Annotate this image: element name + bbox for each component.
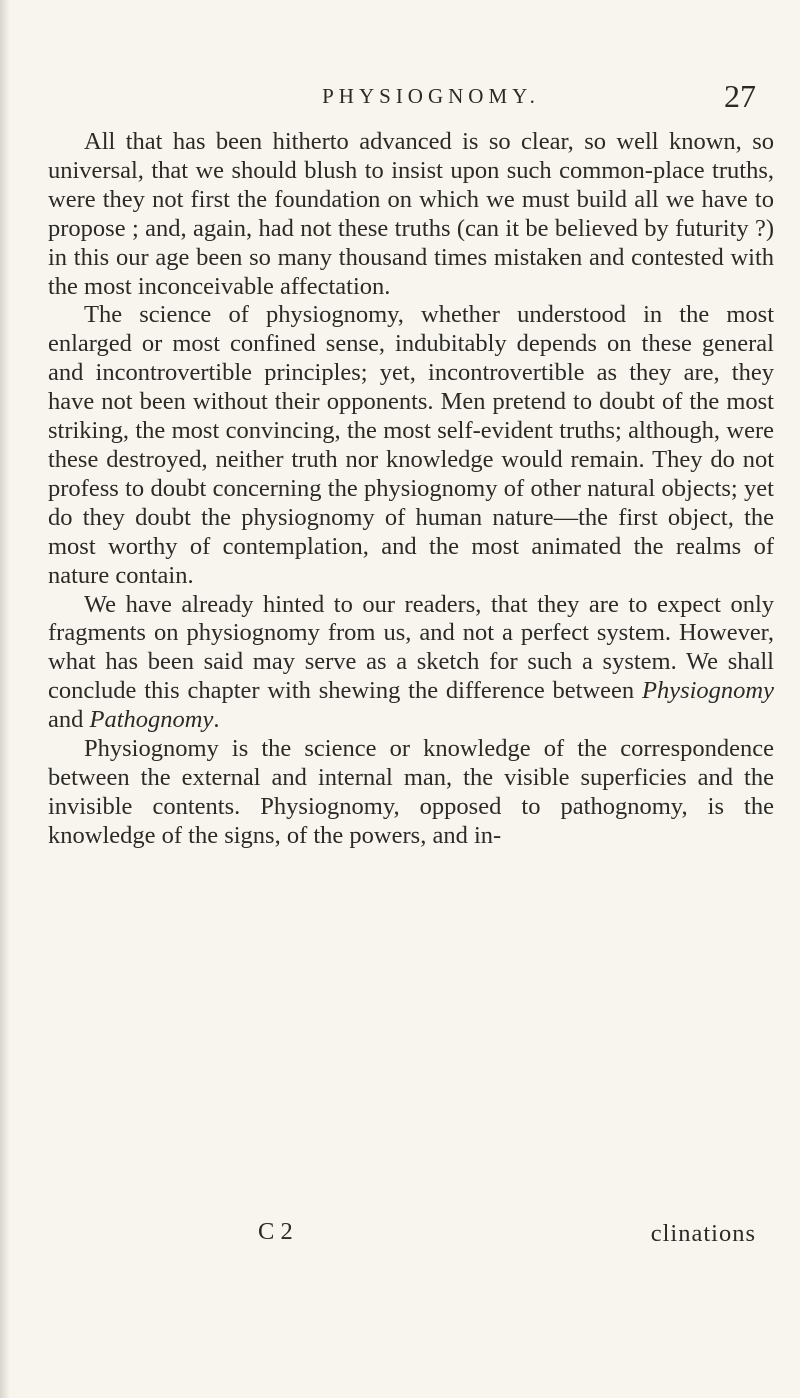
text-run: All that has been hitherto advanced is so clear, so well known, so universal, that we should blush to insist upon such common-place truths, were they not first the foundation on which we must build all we have to propose ; and, again, had not these truths (can it be believed by futurity ?) in this our age been so many thousand times mistaken and contested with the most inconceivable affectation. (48, 128, 774, 300)
text-run: and (48, 706, 90, 734)
italic-term-pathognomy: Pathognomy (89, 706, 214, 734)
paragraph (48, 301, 774, 590)
page-number: 27 (724, 78, 756, 114)
paragraph (48, 128, 774, 301)
running-title: PHYSIOGNOMY. (322, 84, 540, 108)
catchword: clinations (650, 1220, 756, 1247)
text-run: Physiognomy is the science or knowledge of the correspondence between the external and internal man, the visible superficies and the invisible contents. Physiognomy, opposed to pathognomy, is the knowledge of the signs, of the powers, and in- (48, 735, 774, 849)
text-run: The science of physiognomy, whether understood in the most enlarged or most confined sense, indubitably depends on these general and incontrovertible principles; yet, incontrovertible as they are, they have not been without their opponents. Men pretend to doubt of the most striking, the most convincing, the most self-evident truths; although, were these destroyed, neither truth nor knowledge would remain. They do not profess to doubt concerning the physiognomy of other natural objects; yet do they doubt the physiognomy of human nature—the first object, the most worthy of contemplation, and the most animated the realms of nature contain. (48, 301, 774, 589)
body-text (48, 128, 774, 851)
italic-term-physiognomy: Physiognomy (642, 677, 774, 705)
paragraph (48, 735, 774, 851)
paragraph (48, 591, 774, 736)
book-page (48, 0, 774, 1398)
page-edge (0, 0, 10, 1398)
signature-mark: C 2 (258, 1218, 293, 1245)
text-run: . (213, 706, 220, 734)
running-head (48, 78, 774, 114)
page-footer (48, 1218, 774, 1250)
text-run: We have already hinted to our readers, that they are to expect only fragments on physiognomy from us, and not a perfect system. However, what has been said may serve as a sketch for such a system. We shall conclude this chapter with shewing the difference between (48, 590, 774, 705)
